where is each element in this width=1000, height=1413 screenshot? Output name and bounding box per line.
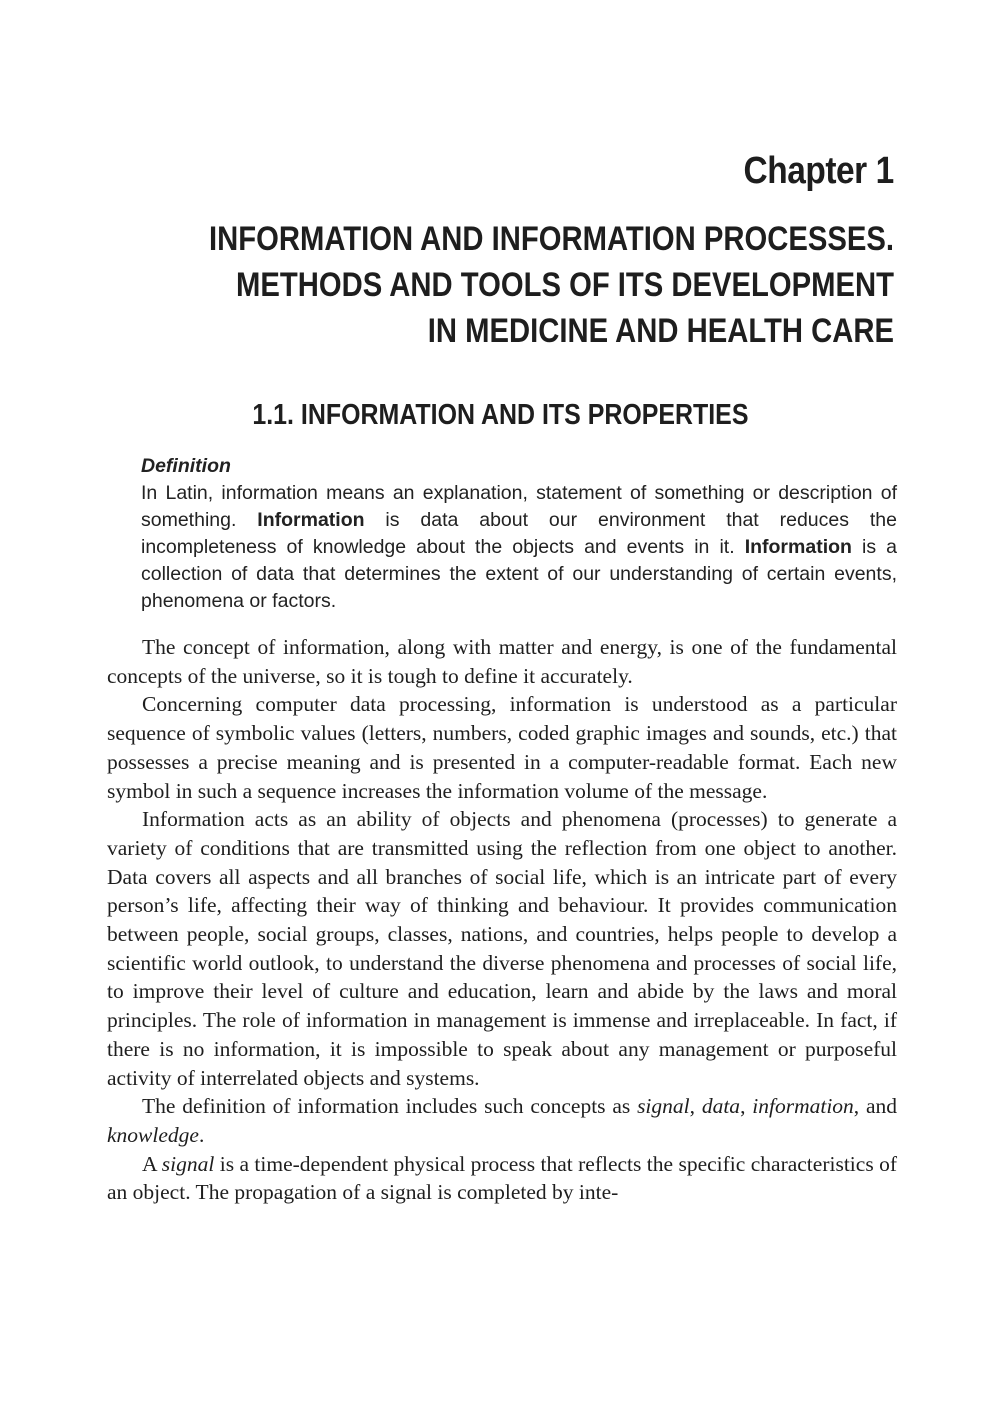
paragraph: The concept of information, along with matter and energy, is one of the fundamental concepts of the universe, so it is tough to define it accurately.: [107, 635, 897, 688]
term-knowledge: knowledge: [107, 1122, 199, 1147]
definition-box: [141, 453, 897, 615]
chapter-title: [120, 216, 894, 354]
paragraph-text: A: [142, 1151, 162, 1176]
paragraph: Information acts as an ability of objects and phenomena (processes) to generate a variety of conditions that are transmitted using the reflection from one object to another. Data covers all aspects and all branches of social life, which is an intricate part of every person’s life, affecting their way of thinking and behaviour. It provides communication between people, social groups, classes, nations, and countries, helps people to develop a scientific world outlook, to understand the diverse phenomena and processes of social life, to improve their level of culture and education, learn and abide by the laws and moral principles. The role of information in management is immense and irreplaceable. In fact, if there is no information, it is impossible to speak about any management or purposeful activity of interrelated objects and systems.: [107, 807, 897, 1090]
term-data: data: [701, 1094, 741, 1119]
term-information: information: [752, 1094, 854, 1119]
chapter-title-line: IN MEDICINE AND HEALTH CARE: [427, 312, 894, 350]
paragraph-text: ,: [740, 1094, 753, 1119]
paragraph: [107, 1150, 897, 1207]
paragraph: [107, 1092, 897, 1149]
definition-text-part: is data about our environment that reduces the incompleteness of knowledge about the objects and events in it.: [141, 509, 897, 558]
paragraph-text: ,: [689, 1094, 702, 1119]
chapter-label: Chapter 1: [743, 150, 894, 192]
term-signal: signal: [161, 1151, 215, 1176]
paragraph-text: , and: [853, 1094, 898, 1119]
definition-text-part: In Latin, information means an explanation, statement of something or description of something.: [141, 482, 897, 531]
chapter-title-line: METHODS AND TOOLS OF ITS DEVELOPMENT: [236, 266, 894, 304]
paragraph-text: is a time-dependent physical process that reflects the specific characteristics of an object. The propagation of a signal is completed by inte-: [107, 1151, 897, 1205]
body-text: [107, 633, 897, 1207]
paragraph: Concerning computer data processing, information is understood as a particular sequence of symbolic values (letters, numbers, coded graphic images and sounds, etc.) that possesses a precise meaning and is presented in a computer-readable format. Each new symbol in such a sequence increases the information volume of the message.: [107, 692, 897, 803]
definition-text-part: is a collection of data that determines the extent of our understanding of certain events, phenomena or factors.: [141, 536, 897, 612]
chapter-title-line: INFORMATION AND INFORMATION PROCESSES.: [209, 220, 894, 258]
paragraph-text: The definition of information includes such concepts as: [142, 1094, 638, 1119]
definition-term: Information: [744, 536, 852, 558]
term-signal: signal: [637, 1094, 690, 1119]
definition-term: Information: [257, 509, 365, 531]
section-heading: 1.1. INFORMATION AND ITS PROPERTIES: [252, 399, 749, 431]
definition-text: [141, 480, 897, 615]
paragraph-text: .: [198, 1122, 205, 1147]
definition-label: Definition: [141, 455, 231, 477]
